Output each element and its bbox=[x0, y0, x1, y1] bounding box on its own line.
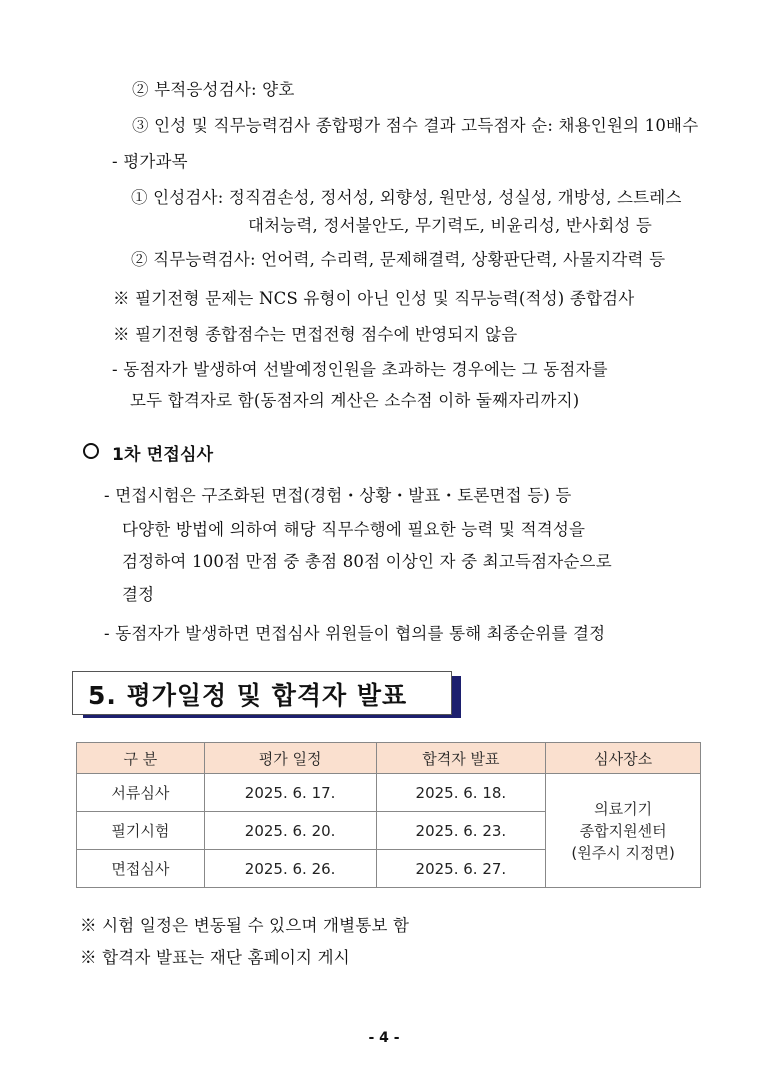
interview-heading: 1차 면접심사 bbox=[112, 445, 214, 465]
stage-cell: 서류심사 bbox=[77, 774, 205, 812]
section-5-title: 5. 평가일정 및 합격자 발표 bbox=[88, 681, 408, 710]
table-row bbox=[77, 774, 701, 812]
header-place: 심사장소 bbox=[546, 743, 701, 774]
tie-rule-line-2: 모두 합격자로 함(동점자의 계산은 소수점 이하 둘째자리까지) bbox=[130, 391, 580, 410]
subject-1-line-1: ① 인성검사: 정직겸손성, 정서성, 외향성, 원만성, 성실성, 개방성, 스트레스 bbox=[131, 188, 682, 207]
schedule-note-1: ※ 시험 일정은 변동될 수 있으며 개별통보 함 bbox=[80, 916, 410, 935]
interview-p1-line-3: 검정하여 100점 만점 중 총점 80점 이상인 자 중 최고득점자순으로 bbox=[122, 552, 612, 571]
announce-cell: 2025. 6. 23. bbox=[376, 812, 546, 850]
date-cell: 2025. 6. 20. bbox=[204, 812, 376, 850]
header-announce: 합격자 발표 bbox=[376, 743, 546, 774]
stage-cell: 필기시험 bbox=[77, 812, 205, 850]
interview-p1-line-1: - 면접시험은 구조화된 면접(경험・상황・발표・토론면접 등) 등 bbox=[104, 486, 572, 505]
subjects-label: - 평가과목 bbox=[112, 152, 188, 171]
place-line-1: 의료기기 bbox=[594, 799, 653, 818]
written-note-2: ※ 필기전형 종합점수는 면접전형 점수에 반영되지 않음 bbox=[113, 325, 518, 344]
tie-rule-line-1: - 동점자가 발생하여 선발예정인원을 초과하는 경우에는 그 동점자를 bbox=[112, 360, 608, 379]
criteria-item-3: ③ 인성 및 직무능력검사 종합평가 점수 결과 고득점자 순: 채용인원의 10배수 bbox=[132, 116, 699, 135]
date-cell: 2025. 6. 17. bbox=[204, 774, 376, 812]
page-number: - 4 - bbox=[368, 1030, 400, 1046]
interview-p1-line-2: 다양한 방법에 의하여 해당 직무수행에 필요한 능력 및 적격성을 bbox=[122, 520, 586, 539]
header-date: 평가 일정 bbox=[204, 743, 376, 774]
subject-1-line-2: 대처능력, 정서불안도, 무기력도, 비윤리성, 반사회성 등 bbox=[248, 216, 653, 235]
place-line-3: (원주시 지정면) bbox=[571, 843, 675, 862]
announce-cell: 2025. 6. 18. bbox=[376, 774, 546, 812]
place-cell bbox=[546, 774, 701, 888]
circle-bullet-icon bbox=[83, 443, 99, 459]
announce-cell: 2025. 6. 27. bbox=[376, 850, 546, 888]
interview-p2: - 동점자가 발생하면 면접심사 위원들이 협의를 통해 최종순위를 결정 bbox=[104, 624, 606, 643]
table-header-row bbox=[77, 743, 701, 774]
schedule-table bbox=[76, 742, 701, 888]
header-stage: 구 분 bbox=[77, 743, 205, 774]
subject-2: ② 직무능력검사: 언어력, 수리력, 문제해결력, 상황판단력, 사물지각력 등 bbox=[131, 250, 666, 269]
date-cell: 2025. 6. 26. bbox=[204, 850, 376, 888]
stage-cell: 면접심사 bbox=[77, 850, 205, 888]
schedule-note-2: ※ 합격자 발표는 재단 홈페이지 게시 bbox=[80, 948, 350, 967]
criteria-item-2: ② 부적응성검사: 양호 bbox=[132, 80, 295, 99]
written-note-1: ※ 필기전형 문제는 NCS 유형이 아닌 인성 및 직무능력(적성) 종합검사 bbox=[113, 289, 635, 308]
interview-p1-line-4: 결정 bbox=[122, 585, 155, 604]
place-line-2: 종합지원센터 bbox=[579, 821, 667, 840]
